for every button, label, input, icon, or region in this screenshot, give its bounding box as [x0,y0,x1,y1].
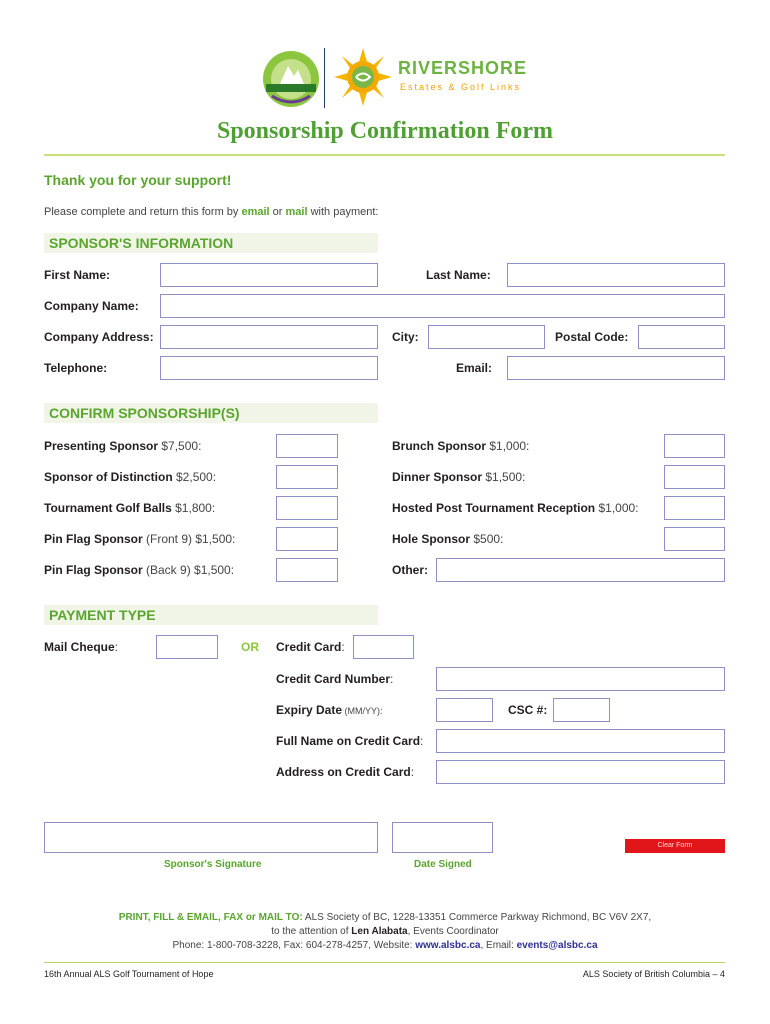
clear-form-button[interactable]: Clear Form [625,839,725,853]
csc-label: CSC #: [508,703,548,717]
distinction-sponsor-price: $2,500: [172,470,217,484]
cc-address-field[interactable] [436,760,725,784]
date-signed-caption: Date Signed [414,859,472,870]
footer-left-note: 16th Annual ALS Golf Tournament of Hope [44,969,214,979]
pin-flag-front-price: (Front 9) $1,500: [142,532,236,546]
als-tournament-logo [252,46,330,112]
expiry-field[interactable] [436,698,493,722]
full-name-text: Full Name on Credit Card [276,734,421,748]
last-name-label: Last Name: [426,268,491,282]
rivershore-tagline: Estates & Golf Links [400,82,522,92]
presenting-sponsor-field[interactable] [276,434,338,458]
distinction-sponsor-label [44,470,216,484]
brunch-sponsor-name: Brunch Sponsor [392,439,487,453]
company-name-field[interactable] [160,294,725,318]
instructions-or: or [269,206,286,218]
pin-flag-back-name: Pin Flag Sponsor [44,563,143,577]
distinction-sponsor-name: Sponsor of Distinction [44,470,173,484]
other-label: Other: [392,563,428,577]
expiry-label [276,703,383,717]
email-label: Email: [456,361,493,375]
footer-address: ALS Society of BC, 1228-13351 Commerce Parkway Richmond, BC V6V 2X7, [302,912,652,923]
dinner-sponsor-name: Dinner Sponsor [392,470,483,484]
cc-number-label [276,672,393,686]
credit-card-label [276,640,345,654]
date-signed-field[interactable] [392,822,493,853]
sponsor-signature-field[interactable] [44,822,378,853]
title-divider [44,154,725,156]
mail-cheque-label [44,640,118,654]
postal-code-field[interactable] [638,325,725,349]
dinner-sponsor-field[interactable] [664,465,725,489]
full-name-colon: : [420,734,424,748]
instructions-email-link[interactable]: email [241,206,270,218]
instructions-post: with payment: [307,206,379,218]
footer-contact-line [0,940,770,951]
footer-instruction-bold: PRINT, FILL & EMAIL, FAX or MAIL TO: [118,912,303,923]
footer-right-note: ALS Society of British Columbia – 4 [582,969,725,979]
credit-card-field[interactable] [353,635,414,659]
cc-address-colon: : [410,765,415,779]
logo-divider [324,48,325,108]
brunch-sponsor-field[interactable] [664,434,725,458]
golf-balls-name: Tournament Golf Balls [44,501,172,515]
footer-attention-post: , Events Coordinator [407,926,499,937]
footer-instruction-line [0,912,770,923]
footer-email-link[interactable]: events@alsbc.ca [516,940,598,951]
thanks-heading: Thank you for your support! [44,172,232,188]
presenting-sponsor-label [44,439,201,453]
telephone-field[interactable] [160,356,378,380]
sponsor-info-heading: SPONSOR'S INFORMATION [49,235,234,251]
city-field[interactable] [428,325,545,349]
telephone-label: Telephone: [44,361,108,375]
golf-balls-label [44,501,215,515]
golf-balls-price: $1,800: [171,501,216,515]
cc-address-text: Address on Credit Card [276,765,411,779]
last-name-field[interactable] [507,263,725,287]
pin-flag-back-price: (Back 9) $1,500: [142,563,235,577]
footer-attention-name: Len Alabata [351,926,408,937]
mail-cheque-text: Mail Cheque [44,640,115,654]
hole-sponsor-name: Hole Sponsor [392,532,471,546]
csc-field[interactable] [553,698,610,722]
presenting-sponsor-price: $7,500: [158,439,202,453]
reception-sponsor-label [392,501,639,515]
sponsor-signature-caption: Sponsor's Signature [164,859,262,870]
email-field[interactable] [507,356,725,380]
rivershore-sun-icon [334,48,392,106]
golf-balls-field[interactable] [276,496,338,520]
distinction-sponsor-field[interactable] [276,465,338,489]
dinner-sponsor-price: $1,500: [482,470,526,484]
cc-address-label [276,765,414,779]
full-name-label [276,734,423,748]
footer-phone: Phone: 1-800-708-3228, Fax: 604-278-4257, Website: [172,940,416,951]
pin-flag-back-field[interactable] [276,558,338,582]
brunch-sponsor-label [392,439,529,453]
cc-number-text: Credit Card Number [276,672,391,686]
company-address-label: Company Address: [44,330,154,344]
dinner-sponsor-label [392,470,525,484]
first-name-field[interactable] [160,263,378,287]
first-name-label: First Name: [44,268,111,282]
hole-sponsor-price: $500: [470,532,504,546]
cc-number-field[interactable] [436,667,725,691]
reception-sponsor-price: $1,000: [595,501,639,515]
reception-sponsor-field[interactable] [664,496,725,520]
sponsorship-heading: CONFIRM SPONSORSHIP(S) [49,405,240,421]
instructions-text [44,206,378,218]
credit-card-colon: : [341,640,345,654]
instructions-pre: Please complete and return this form by [44,206,242,218]
rivershore-name: RIVERSHORE [398,58,528,78]
footer-website-link[interactable]: www.alsbc.ca [415,940,481,951]
or-label: OR [241,640,259,654]
instructions-mail-link[interactable]: mail [285,206,308,218]
expiry-hint: (MM/YY): [342,706,383,716]
hole-sponsor-label [392,532,503,546]
full-name-field[interactable] [436,729,725,753]
postal-code-label: Postal Code: [555,330,629,344]
mail-cheque-colon: : [114,640,119,654]
credit-card-text: Credit Card [276,640,342,654]
hole-sponsor-field[interactable] [664,527,725,551]
mail-cheque-field[interactable] [156,635,218,659]
company-name-label: Company Name: [44,299,139,313]
pin-flag-front-name: Pin Flag Sponsor [44,532,143,546]
footer-attention-pre: to the attention of [271,926,352,937]
brunch-sponsor-price: $1,000: [486,439,530,453]
footer-email-pre: , Email: [480,940,517,951]
pin-flag-front-field[interactable] [276,527,338,551]
company-address-field[interactable] [160,325,378,349]
footer-attention-line [0,926,770,937]
other-sponsorship-field[interactable] [436,558,725,582]
footer-divider [44,962,725,963]
page-title: Sponsorship Confirmation Form [216,118,554,144]
pin-flag-back-label [44,563,234,577]
presenting-sponsor-name: Presenting Sponsor [44,439,159,453]
expiry-text: Expiry Date [276,703,343,717]
payment-heading: PAYMENT TYPE [49,607,156,623]
reception-sponsor-name: Hosted Post Tournament Reception [392,501,596,515]
cc-number-colon: : [390,672,394,686]
city-label: City: [392,330,419,344]
pin-flag-front-label [44,532,235,546]
